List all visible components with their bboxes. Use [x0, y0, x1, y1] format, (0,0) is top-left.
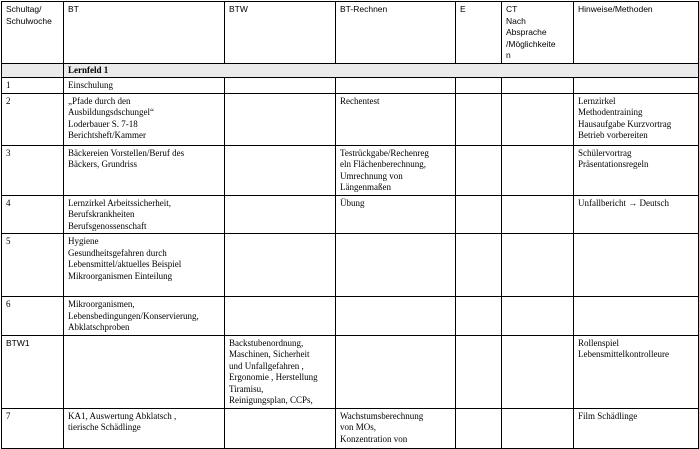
cell-hinweise-line: Rollenspiel: [578, 337, 619, 348]
cell-day-text: 3: [6, 147, 11, 158]
lernfeld-cell: [64, 63, 699, 78]
cell-hinweise-line: Präsentationsregeln: [578, 159, 649, 169]
cell-btw-line: Maschinen, Sicherheit: [229, 349, 310, 359]
cell-btw-line: Ergonomie , Herstellung: [229, 372, 318, 382]
cell-bt-line: Bäckers, Grundriss: [68, 159, 137, 169]
cell-bt-line: Mikroorganismen Einteilung: [68, 270, 173, 281]
cell-day: [2, 93, 64, 145]
cell-day: [2, 297, 64, 336]
cell-day: [2, 408, 64, 448]
lernfeld-row: [2, 63, 699, 78]
cell-e: [456, 195, 502, 234]
cell-bt-line: Ausbildungsdschungel“: [68, 107, 154, 117]
cell-hinweise-line: Hausaufgabe Kurzvortrag: [578, 118, 672, 129]
cell-rechnen-line: Konzentration von: [340, 433, 408, 444]
cell-bt: [64, 195, 225, 234]
cell-e: [456, 335, 502, 408]
cell-rechnen: [336, 297, 456, 336]
cell-bt: [64, 297, 225, 336]
header-btw-label: BTW: [229, 4, 248, 14]
cell-bt-line: Lernzirkel Arbeitssicherheit,: [68, 197, 171, 208]
cell-e: [456, 78, 502, 94]
cell-rechnen-line: Längenmaßen: [340, 182, 391, 192]
cell-bt-line: Lebensmittel/aktuelles Beispiel: [68, 259, 182, 269]
cell-rechnen-line: Testrückgabe/Rechenreg: [340, 147, 429, 158]
table-row: [2, 145, 699, 195]
cell-rechnen: [336, 145, 456, 195]
cell-btw: [225, 93, 336, 145]
cell-rechnen: [336, 335, 456, 408]
header-hinweise-label: Hinweise/Methoden: [578, 4, 653, 14]
cell-bt-line: Hygiene: [68, 236, 99, 246]
cell-day-text: 6: [6, 299, 11, 309]
header-ct-line2: Nach: [506, 15, 526, 26]
cell-rechnen-line: von MOs,: [340, 422, 377, 432]
cell-bt-line: Abklatschproben: [68, 322, 130, 332]
cell-ct: [502, 93, 574, 145]
cell-day: [2, 145, 64, 195]
table-row: [2, 297, 699, 336]
table-row: [2, 408, 699, 448]
cell-bt: [64, 335, 225, 408]
header-bt-label: BT: [68, 4, 79, 14]
cell-hinweise-line: Lebensmittelkontrolleure: [578, 349, 669, 359]
cell-hinweise: [574, 297, 699, 336]
cell-ct: [502, 234, 574, 297]
cell-day: [2, 78, 64, 94]
cell-rechnen: [336, 93, 456, 145]
cell-ct: [502, 408, 574, 448]
cell-ct: [502, 145, 574, 195]
cell-rechnen: [336, 78, 456, 94]
cell-rechnen-line: Wachstumsberechnung: [340, 410, 424, 421]
cell-e: [456, 145, 502, 195]
cell-e: [456, 408, 502, 448]
cell-rechnen: [336, 408, 456, 448]
cell-hinweise: [574, 335, 699, 408]
cell-ct: [502, 78, 574, 94]
header-ct-line5: n: [506, 50, 511, 60]
cell-bt: [64, 234, 225, 297]
header-ct-line4: /Möglichkeite: [506, 38, 556, 49]
header-row: [2, 2, 699, 64]
cell-btw-line: und Unfallgefahren ,: [229, 360, 304, 371]
header-e: [456, 2, 502, 64]
header-bt-rechnen-label: BT-Rechnen: [340, 4, 388, 14]
header-bt: [64, 2, 225, 64]
cell-bt: [64, 145, 225, 195]
cell-day-text: 4: [6, 197, 11, 208]
lernfeld-title: Lernfeld 1: [68, 64, 109, 75]
cell-bt-line: Berufskrankheiten: [68, 209, 135, 219]
cell-day: [2, 335, 64, 408]
cell-bt: [64, 408, 225, 448]
cell-bt-line: Berufsgenossenschaft: [68, 220, 147, 231]
cell-btw: [225, 335, 336, 408]
header-ct-line1: CT: [506, 4, 518, 14]
cell-rechnen-line: Übung: [340, 197, 365, 208]
cell-hinweise-line: Film Schädlinge: [578, 410, 638, 421]
cell-rechnen: [336, 195, 456, 234]
header-ct: [502, 2, 574, 64]
cell-day-text: 5: [6, 236, 11, 246]
table-row: [2, 93, 699, 145]
cell-day-text: BTW1: [6, 337, 30, 348]
cell-btw-line: Reinigungsplan, CCPs,: [229, 395, 313, 405]
cell-bt: [64, 78, 225, 94]
header-schultag-line2: Schulwoche: [6, 15, 52, 26]
cell-btw: [225, 234, 336, 297]
cell-ct: [502, 195, 574, 234]
cell-bt-line: Loderbauer S. 7-18: [68, 118, 138, 129]
cell-rechnen-line: eln Flächenberechnung,: [340, 159, 426, 169]
cell-hinweise-line: Unfallbericht → Deutsch: [578, 197, 669, 208]
cell-rechnen-line: Rechentest: [340, 95, 380, 106]
cell-hinweise-line: Betrieb vorbereiten: [578, 130, 648, 140]
lesson-plan-table: [1, 1, 699, 449]
cell-day-text: 7: [6, 410, 11, 421]
header-btw: [225, 2, 336, 64]
cell-hinweise-line: Schülervortrag: [578, 147, 632, 158]
cell-btw: [225, 195, 336, 234]
header-schultag: [2, 2, 64, 64]
cell-bt: [64, 93, 225, 145]
cell-bt-line: Gesundheitsgefahren durch: [68, 247, 167, 258]
header-bt-rechnen: [336, 2, 456, 64]
cell-e: [456, 93, 502, 145]
cell-btw: [225, 145, 336, 195]
table-row: [2, 195, 699, 234]
cell-btw: [225, 408, 336, 448]
cell-bt-line: KA1, Auswertung Abklatsch ,: [68, 410, 177, 421]
cell-hinweise: [574, 145, 699, 195]
cell-day-text: 1: [6, 80, 11, 90]
cell-day: [2, 234, 64, 297]
cell-btw: [225, 297, 336, 336]
cell-e: [456, 297, 502, 336]
cell-bt-line: Mikroorganismen,: [68, 299, 135, 309]
table-row: [2, 78, 699, 94]
cell-btw: [225, 78, 336, 94]
cell-hinweise: [574, 195, 699, 234]
cell-bt-line: tierische Schädlinge: [68, 422, 141, 432]
cell-hinweise: [574, 408, 699, 448]
cell-day: [2, 195, 64, 234]
cell-hinweise: [574, 78, 699, 94]
cell-hinweise-line: Methodentraining: [578, 107, 643, 117]
cell-e: [456, 234, 502, 297]
cell-bt-line: Berichtsheft/Kammer: [68, 130, 146, 140]
cell-bt-line: „Pfade durch den: [68, 95, 131, 106]
lernfeld-spacer: [2, 63, 64, 78]
cell-ct: [502, 335, 574, 408]
cell-bt-line: Lebensbedingungen/Konservierung,: [68, 310, 199, 321]
cell-rechnen: [336, 234, 456, 297]
table-row: [2, 335, 699, 408]
cell-hinweise: [574, 93, 699, 145]
header-schultag-line1: Schultag/: [6, 4, 42, 14]
table-row: [2, 234, 699, 297]
header-hinweise: [574, 2, 699, 64]
cell-hinweise: [574, 234, 699, 297]
cell-bt-line: Einschulung: [68, 80, 113, 90]
cell-hinweise-line: Lernzirkel: [578, 95, 616, 106]
header-e-label: E: [460, 4, 466, 14]
cell-btw-line: Tiramisu,: [229, 383, 264, 394]
cell-btw-line: Backstubenordnung,: [229, 337, 304, 348]
cell-rechnen-line: Umrechnung von: [340, 170, 403, 181]
cell-bt-line: Bäckereien Vorstellen/Beruf des: [68, 147, 185, 158]
cell-day-text: 2: [6, 95, 11, 106]
cell-ct: [502, 297, 574, 336]
header-ct-line3: Absprache: [506, 27, 547, 37]
